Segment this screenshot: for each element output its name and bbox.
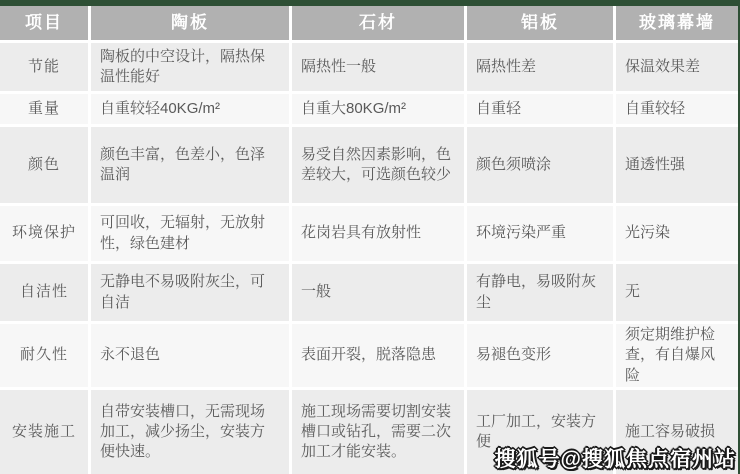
data-cell: 工厂加工，安装方便 [467,390,613,474]
data-cell: 有静电，易吸附灰尘 [467,264,613,321]
data-cell: 隔热性一般 [292,43,464,91]
row-label-cell: 颜色 [0,127,88,203]
data-cell: 一般 [292,264,464,321]
data-cell: 自带安装槽口，无需现场加工，减少扬尘，安装方便快速。 [91,390,289,474]
data-cell: 颜色丰富，色差小，色泽温润 [91,127,289,203]
data-cell: 无静电不易吸附灰尘，可自洁 [91,264,289,321]
data-cell: 无 [616,264,738,321]
data-cell: 自重较轻40KG/m² [91,94,289,124]
data-cell: 隔热性差 [467,43,613,91]
data-cell: 保温效果差 [616,43,738,91]
data-cell: 施工现场需要切割安装槽口或钻孔，需要二次加工才能安装。 [292,390,464,474]
data-cell: 永不退色 [91,324,289,387]
data-cell: 施工容易破损 [616,390,738,474]
data-cell: 易受自然因素影响，色差较大，可选颜色较少 [292,127,464,203]
header-cell-3: 铝板 [467,6,613,40]
data-cell: 自重大80KG/m² [292,94,464,124]
data-cell: 自重轻 [467,94,613,124]
data-cell: 花岗岩具有放射性 [292,206,464,261]
row-label-cell: 耐久性 [0,324,88,387]
data-cell: 颜色须喷涂 [467,127,613,203]
data-cell: 表面开裂，脱落隐患 [292,324,464,387]
data-cell: 光污染 [616,206,738,261]
data-cell: 环境污染严重 [467,206,613,261]
watermark: 搜狐号@搜狐焦点宿州站 [494,448,736,471]
header-cell-4: 玻璃幕墙 [616,6,738,40]
row-label-cell: 环境保护 [0,206,88,261]
data-cell: 可回收，无辐射，无放射性，绿色建材 [91,206,289,261]
data-cell: 易褪色变形 [467,324,613,387]
row-label-cell: 节能 [0,43,88,91]
row-label-cell: 安装施工 [0,390,88,474]
material-comparison-table [0,6,738,474]
row-label-cell: 重量 [0,94,88,124]
row-label-cell: 自洁性 [0,264,88,321]
data-cell: 须定期维护检查，有自爆风险 [616,324,738,387]
data-cell: 自重较轻 [616,94,738,124]
header-cell-2: 石材 [292,6,464,40]
header-cell-1: 陶板 [91,6,289,40]
data-cell: 陶板的中空设计，隔热保温性能好 [91,43,289,91]
header-cell-0: 项目 [0,6,88,40]
data-cell: 通透性强 [616,127,738,203]
